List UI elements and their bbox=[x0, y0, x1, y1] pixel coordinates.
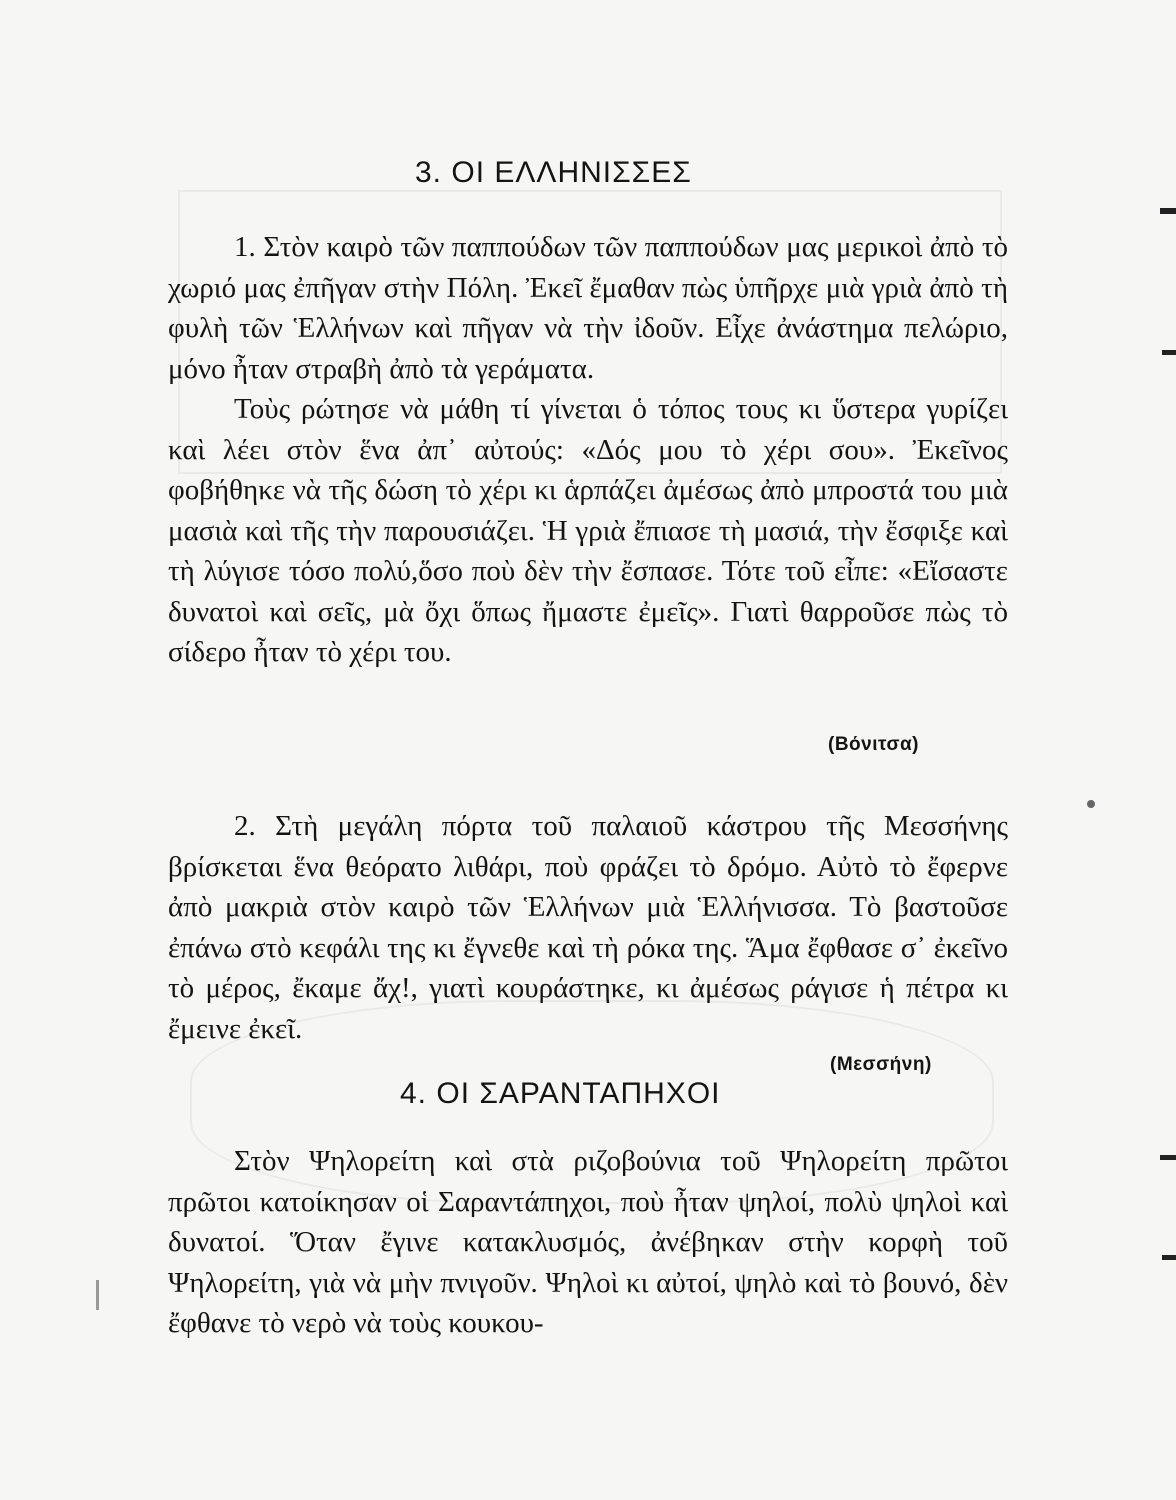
story-2 bbox=[168, 806, 1008, 1049]
margin-mark bbox=[1160, 208, 1176, 214]
section-3-title: 3. ΟΙ ΕΛΛΗΝΙΣΣΕΣ bbox=[415, 156, 692, 189]
source-messini: (Μεσσήνη) bbox=[830, 1054, 932, 1075]
story-1-paragraph-2: Τοὺς ρώτησε νὰ μάθη τί γίνεται ὁ τόπος τους κι ὕστερα γυρίζει καὶ λέει στὸν ἕνα ἀπ᾽ αὐτούς: «Δός μου τὸ χέρι σου». Ἐκεῖνος φοβήθηκε νὰ τῆς δώση τὸ χέρι κι ἁρπάζει ἀμέσως ἀπὸ μπροστά του μιὰ μασιὰ καὶ τῆς τὴν παρουσιάζει. Ἡ γριὰ ἔπιασε τὴ μασιά, τὴν ἔσφιξε καὶ τὴ λύγισε τόσο πολύ,ὅσο ποὺ δὲν τὴν ἔσπασε. Τότε τοῦ εἶπε: «Εἴσαστε δυνατοὶ καὶ σεῖς, μὰ ὄχι ὅπως ἤμαστε ἐμεῖς». Γιατὶ θαρροῦσε πὼς τὸ σίδερο ἦταν τὸ χέρι του. bbox=[168, 393, 1008, 668]
margin-mark bbox=[1162, 1255, 1176, 1260]
story-2-paragraph-1: 2. Στὴ μεγάλη πόρτα τοῦ παλαιοῦ κάστρου τῆς Μεσσήνης βρίσκεται ἕνα θεόρατο λιθάρι, ποὺ φράζει τὸ δρόμο. Αὐτὸ τὸ ἔφερνε ἀπὸ μακριὰ στὸν καιρὸ τῶν Ἑλλήνων μιὰ Ἑλλήνισσα. Τὸ βαστοῦσε ἐπάνω στὸ κεφάλι της κι ἔγνεθε καὶ τὴ ρόκα της. Ἅμα ἔφθασε σ᾽ ἐκεῖνο τὸ μέρος, ἔκαμε ἄχ!, γιατὶ κουράστηκε, κι ἀμέσως ράγισε ἡ πέτρα κι ἔμεινε ἐκεῖ. bbox=[168, 810, 1008, 1045]
margin-mark bbox=[1162, 350, 1176, 355]
section-4-title: 4. ΟΙ ΣΑΡΑΝΤΑΠΗΧΟΙ bbox=[400, 1077, 721, 1110]
margin-mark bbox=[1160, 1155, 1176, 1160]
story-1 bbox=[168, 227, 1008, 673]
source-vonitsa: (Βόνιτσα) bbox=[828, 734, 919, 755]
story-1-paragraph-1: 1. Στὸν καιρὸ τῶν παππούδων τῶν παππούδων μας μερικοὶ ἀπὸ τὸ χωριό μας ἐπῆγαν στὴν Πόλη. Ἐκεῖ ἔμαθαν πὼς ὑπῆρχε μιὰ γριὰ ἀπὸ τὴ φυλὴ τῶν Ἑλλήνων καὶ πῆγαν νὰ τὴν ἰδοῦν. Εἶχε ἀνάστημα πελώριο, μόνο ἦταν στραβὴ ἀπὸ τὰ γεράματα. bbox=[168, 231, 1008, 385]
section-4-paragraph-1: Στὸν Ψηλορείτη καὶ στὰ ριζοβούνια τοῦ Ψηλορείτη πρῶτοι πρῶτοι κατοίκησαν οἱ Σαραντάπηχοι, ποὺ ἦταν ψηλοί, πολὺ ψηλοὶ καὶ δυνατοί. Ὅταν ἔγινε κατακλυσμός, ἀνέβηκαν στὴν κορφὴ τοῦ Ψηλορείτη, γιὰ νὰ μὴν πνιγοῦν. Ψηλοὶ κι αὐτοί, ψηλὸ καὶ τὸ βουνό, δὲν ἔφθανε τὸ νερὸ νὰ τοὺς κουκου- bbox=[168, 1145, 1008, 1339]
margin-mark bbox=[1087, 800, 1095, 808]
section-4-text bbox=[168, 1141, 1008, 1344]
margin-mark bbox=[96, 1280, 99, 1310]
